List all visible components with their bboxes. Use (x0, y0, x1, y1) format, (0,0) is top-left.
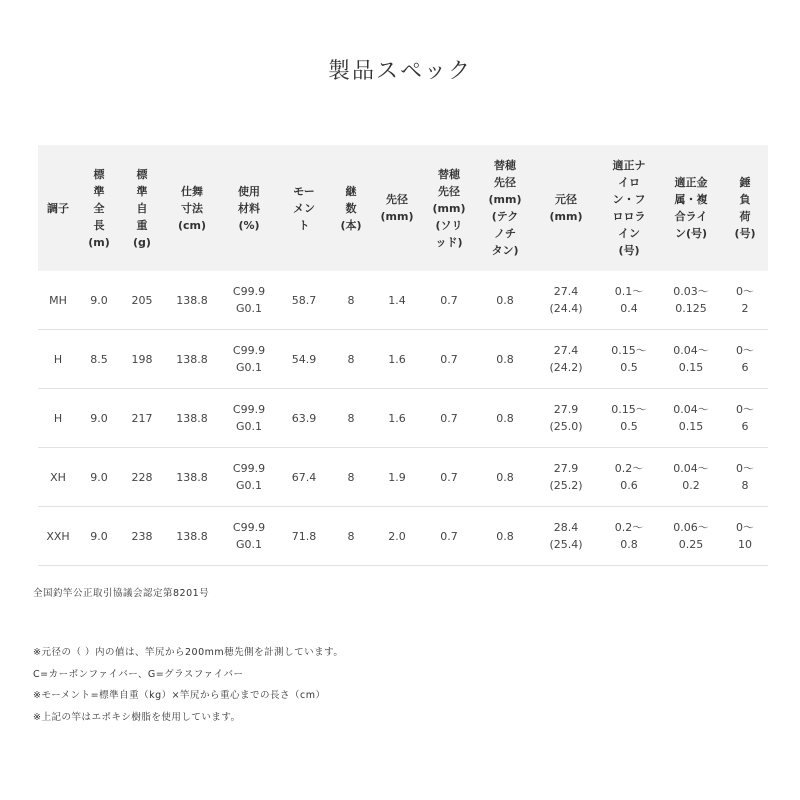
table-cell: 27.4 (24.2) (534, 330, 598, 389)
table-cell: 0.8 (476, 507, 534, 566)
table-cell: 138.8 (164, 389, 220, 448)
header-cell: 調子 (38, 145, 78, 271)
table-cell: 0.2〜 0.6 (598, 448, 660, 507)
table-cell: 9.0 (78, 448, 120, 507)
note-line: ※元径の（ ）内の値は、竿尻から200mm穂先側を計測しています。 (33, 647, 344, 658)
table-cell: C99.9 G0.1 (220, 271, 278, 330)
table-row (38, 389, 768, 448)
table-row (38, 330, 768, 389)
table-cell: 0.8 (476, 389, 534, 448)
header-cell: 継 数 (本) (330, 145, 372, 271)
note-line: ※上記の竿はエポキシ樹脂を使用しています。 (33, 711, 241, 723)
table-cell: 0〜 6 (722, 389, 768, 448)
table-cell: XXH (38, 507, 78, 566)
note-line: C=カーボンファイバー、G=グラスファイバー (33, 668, 244, 680)
table-cell: 71.8 (278, 507, 330, 566)
table-cell: 0.8 (476, 271, 534, 330)
header-cell: 仕舞 寸法 (cm) (164, 145, 220, 271)
table-cell: 0.7 (422, 507, 476, 566)
table-cell: 67.4 (278, 448, 330, 507)
table-cell: 2.0 (372, 507, 422, 566)
table-cell: 9.0 (78, 389, 120, 448)
header-cell: 替穂 先径 (mm) (ソリ ッド) (422, 145, 476, 271)
table-cell: 27.4 (24.4) (534, 271, 598, 330)
table-cell: 0.7 (422, 389, 476, 448)
table-cell: 0.04〜 0.2 (660, 448, 722, 507)
certification-note: 全国釣竿公正取引協議会認定第8201号 (33, 588, 210, 599)
table-cell: 228 (120, 448, 164, 507)
table-cell: 217 (120, 389, 164, 448)
header-cell: 使用 材料 (%) (220, 145, 278, 271)
table-row (38, 448, 768, 507)
table-cell: H (38, 389, 78, 448)
table-cell: 63.9 (278, 389, 330, 448)
table-cell: 27.9 (25.2) (534, 448, 598, 507)
table-cell: 58.7 (278, 271, 330, 330)
header-cell: 適正金 属・複 合ライ ン(号) (660, 145, 722, 271)
table-cell: 8 (330, 389, 372, 448)
table-cell: 205 (120, 271, 164, 330)
table-cell: 0.15〜 0.5 (598, 330, 660, 389)
table-cell: 138.8 (164, 271, 220, 330)
table-cell: 0〜 8 (722, 448, 768, 507)
table-cell: C99.9 G0.1 (220, 389, 278, 448)
table-cell: 0.2〜 0.8 (598, 507, 660, 566)
table-cell: 0〜 2 (722, 271, 768, 330)
table-cell: 0.1〜 0.4 (598, 271, 660, 330)
header-cell: 先径 (mm) (372, 145, 422, 271)
table-cell: 8.5 (78, 330, 120, 389)
table-cell: 0.03〜 0.125 (660, 271, 722, 330)
header-cell: 錘 負 荷 (号) (722, 145, 768, 271)
spec-table-header-row (38, 145, 768, 271)
note-line: ※モーメント=標準自重（kg）×竿尻から重心までの長さ（cm） (33, 690, 326, 701)
notes-block (33, 647, 343, 733)
table-cell: 0.7 (422, 271, 476, 330)
table-cell: 1.6 (372, 330, 422, 389)
table-cell: 138.8 (164, 330, 220, 389)
table-cell: 138.8 (164, 448, 220, 507)
table-cell: 0.06〜 0.25 (660, 507, 722, 566)
header-cell: モー メン ト (278, 145, 330, 271)
table-cell: 0.7 (422, 448, 476, 507)
table-cell: 198 (120, 330, 164, 389)
table-cell: 8 (330, 330, 372, 389)
table-cell: 0.04〜 0.15 (660, 330, 722, 389)
header-cell: 替穂 先径 (mm) (テク ノチ タン) (476, 145, 534, 271)
table-cell: 0.8 (476, 330, 534, 389)
table-cell: 27.9 (25.0) (534, 389, 598, 448)
table-cell: 0.7 (422, 330, 476, 389)
table-cell: 54.9 (278, 330, 330, 389)
header-cell: 標 準 全 長 (m) (78, 145, 120, 271)
table-row (38, 271, 768, 330)
table-cell: MH (38, 271, 78, 330)
table-cell: 0.15〜 0.5 (598, 389, 660, 448)
header-cell: 標 準 自 重 (g) (120, 145, 164, 271)
table-cell: C99.9 G0.1 (220, 507, 278, 566)
table-cell: XH (38, 448, 78, 507)
table-cell: 1.9 (372, 448, 422, 507)
table-cell: 238 (120, 507, 164, 566)
table-cell: 9.0 (78, 271, 120, 330)
spec-table-body (38, 271, 768, 566)
header-cell: 元径 (mm) (534, 145, 598, 271)
table-cell: 0〜 10 (722, 507, 768, 566)
table-cell: 1.6 (372, 389, 422, 448)
table-cell: 0〜 6 (722, 330, 768, 389)
table-cell: 0.04〜 0.15 (660, 389, 722, 448)
table-cell: 138.8 (164, 507, 220, 566)
header-cell: 適正ナ イロ ン・フ ロロラ イン (号) (598, 145, 660, 271)
table-cell: 8 (330, 448, 372, 507)
table-row (38, 507, 768, 566)
table-cell: C99.9 G0.1 (220, 448, 278, 507)
table-cell: 28.4 (25.4) (534, 507, 598, 566)
table-cell: H (38, 330, 78, 389)
table-cell: 1.4 (372, 271, 422, 330)
table-cell: C99.9 G0.1 (220, 330, 278, 389)
table-cell: 0.8 (476, 448, 534, 507)
table-cell: 8 (330, 271, 372, 330)
page-title: 製品スペック (327, 59, 472, 84)
table-cell: 9.0 (78, 507, 120, 566)
table-cell: 8 (330, 507, 372, 566)
spec-table (38, 145, 768, 566)
